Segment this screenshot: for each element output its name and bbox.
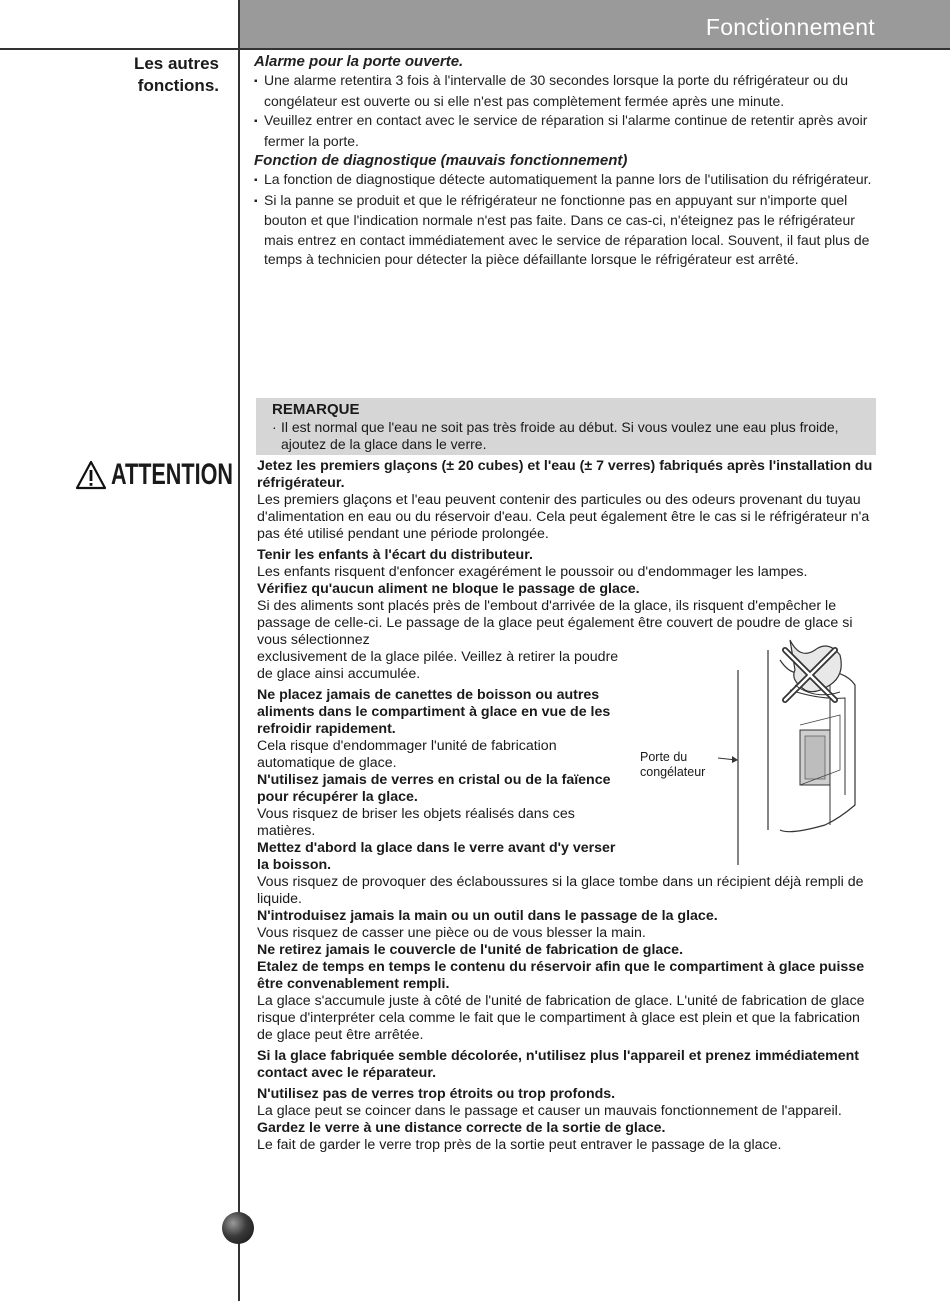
header-bar: [240, 0, 950, 48]
page-marker-dot: [222, 1212, 254, 1244]
attention-item-title: N'utilisez jamais de verres en cristal ou de la faïence pour récupérer la glace.: [257, 772, 611, 805]
attention-item-text: Vous risquez de casser une pièce ou de vous blesser la main.: [257, 925, 646, 941]
attention-item-title: Si la glace fabriquée semble décolorée, n'utilisez plus l'appareil et prenez immédiatement contact avec le réparateur.: [257, 1048, 860, 1081]
alarm-title: Alarme pour la porte ouverte.: [254, 53, 464, 70]
attention-item-title: Gardez le verre à une distance correcte de la sortie de glace.: [257, 1120, 666, 1136]
diagnostic-title: Fonction de diagnostique (mauvais fonctionnement): [254, 152, 628, 170]
section-heading-line1: Les autres: [133, 54, 219, 73]
freezer-door-label-line1: Porte du: [640, 750, 688, 764]
attention-item-title: N'introduisez jamais la main ou un outil dans le passage de la glace.: [257, 908, 718, 924]
header-rule: [0, 48, 950, 50]
attention-item-title: Ne retirez jamais le couvercle de l'unité de fabrication de glace.: [257, 942, 684, 958]
attention-label: [75, 455, 280, 495]
freezer-door-label-line2: congélateur: [640, 765, 706, 779]
top-section: [254, 52, 874, 269]
warning-triangle-icon: [75, 460, 107, 490]
page-title: Fonctionnement: [705, 14, 875, 40]
section-heading: [19, 53, 219, 97]
freezer-door-label: [640, 750, 705, 780]
attention-item-text: Les premiers glaçons et l'eau peuvent contenir des particules ou des odeurs provenant du tuyau d'alimentation en eau ou du réservoir d'eau. Cela peut également être le cas si le réfrigérateur n'a pas été utilisé pendant une période prolongée.: [257, 492, 870, 542]
attention-item-text: Vous risquez de briser les objets réalisés dans ces matières.: [257, 806, 575, 839]
attention-item-title: Jetez les premiers glaçons (± 20 cubes) et l'eau (± 7 verres) fabriqués après l'installation du réfrigérateur.: [257, 458, 873, 491]
alarm-bullet-2: ▪ Veuillez entrer en contact avec le service de réparation si l'alarme continue de retentir après avoir fermer la porte.: [254, 111, 874, 151]
diagnostic-bullet-2: ▪ Si la panne se produit et que le réfrigérateur ne fonctionne pas en appuyant sur n'importe quel bouton et que l'indication normale n'est pas faite. Dans ce cas-ci, n'éteignez pas le réfrigérateur mais entrez en contact immédiatement avec le service de réparation local. Souvent, il faut plus de temps à technicien pour détecter la pièce défaillante lorsque le réfrigérateur est arrêté.: [254, 191, 874, 270]
attention-item-text: La glace peut se coincer dans le passage et causer un mauvais fonctionnement de l'appareil.: [257, 1103, 842, 1119]
attention-item-text: Le fait de garder le verre trop près de la sortie peut entraver le passage de la glace.: [257, 1137, 782, 1153]
attention-item-title: Vérifiez qu'aucun aliment ne bloque le passage de glace.: [257, 581, 640, 597]
attention-item-text: Les enfants risquent d'enfoncer exagérément le poussoir ou d'endommager les lampes.: [257, 564, 808, 580]
attention-item-title: Mettez d'abord la glace dans le verre avant d'y verser la boisson.: [257, 840, 616, 873]
vertical-divider: [238, 0, 240, 1301]
attention-item-text: Vous risquez de provoquer des éclaboussures si la glace tombe dans un récipient déjà rempli de liquide.: [257, 874, 864, 907]
attention-item-text: La glace s'accumule juste à côté de l'unité de fabrication de glace. L'unité de fabrication de glace risque d'interpréter cela comme le fait que le compartiment à glace est plein et que la fabrication de glace peut être arrêtée.: [257, 993, 865, 1043]
attention-text: ATTENTION: [111, 458, 233, 491]
attention-item-title: N'utilisez pas de verres trop étroits ou trop profonds.: [257, 1086, 616, 1102]
section-heading-line2: fonctions.: [137, 76, 219, 95]
remark-title: REMARQUE: [272, 401, 360, 418]
remark-text: · Il est normal que l'eau ne soit pas très froide au début. Si vous voulez une eau plus froide, ajoutez de la glace dans le verre.: [272, 419, 866, 453]
diagnostic-bullet-1: ▪ La fonction de diagnostique détecte automatiquement la panne lors de l'utilisation du réfrigérateur.: [254, 170, 874, 190]
attention-item-text: Si des aliments sont placés près de l'embout d'arrivée de la glace, ils risquent d'empêcher le passage de celle-ci. Le passage de la glace peut également être couvert de poudre de glace si vous sélectionnez: [257, 598, 853, 648]
remark-box: [256, 398, 876, 455]
attention-item-title: Tenir les enfants à l'écart du distributeur.: [257, 547, 533, 563]
alarm-bullet-1: ▪ Une alarme retentira 3 fois à l'intervalle de 30 secondes lorsque la porte du réfrigérateur ou du congélateur est ouverte ou si elle n'est pas complètement fermée après une minute.: [254, 71, 874, 111]
attention-item-title: Etalez de temps en temps le contenu du réservoir afin que le compartiment à glace puisse être convenablement rempli.: [257, 959, 865, 992]
attention-item-title: Ne placez jamais de canettes de boisson ou autres aliments dans le compartiment à glace en vue de les refroidir rapidement.: [257, 687, 611, 737]
attention-item-text: Cela risque d'endommager l'unité de fabrication automatique de glace.: [257, 738, 557, 771]
attention-item-text: exclusivement de la glace pilée. Veillez à retirer la poudre de glace ainsi accumulée.: [257, 649, 619, 682]
